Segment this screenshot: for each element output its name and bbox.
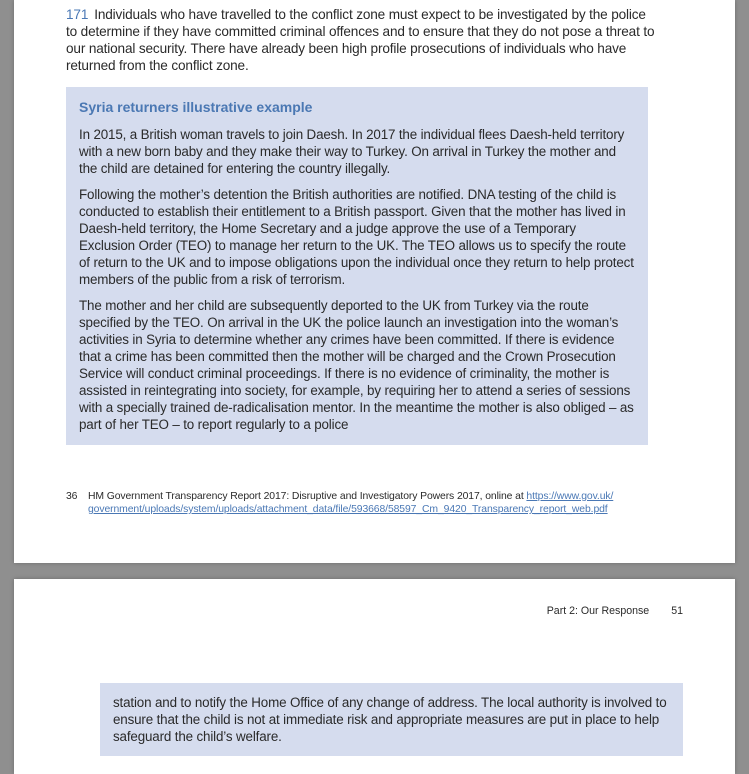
case-study-box-continued xyxy=(100,683,683,756)
footnote-number: 36 xyxy=(66,491,78,502)
footnote-text: HM Government Transparency Report 2017: Disruptive and Investigatory Powers 2017, online at xyxy=(88,491,524,502)
running-head xyxy=(547,605,683,617)
footnote-link-part2[interactable]: government/uploads/system/uploads/attachment_data/file/593668/58597_Cm_9420_Transparency_report_web.pdf xyxy=(88,504,608,515)
document-page-top xyxy=(14,0,735,563)
case-study-paragraph-2: Following the mother’s detention the British authorities are notified. DNA testing of the child is conducted to establish their entitlement to a British passport. Given that the mother has lived in Daesh-held territory, the Home Secretary and a judge approve the use of a Temporary Exclusion Order (TEO) to manage her return to the UK. The TEO allows us to specify the route of return to the UK and to impose obligations upon the individual once they return to help protect members of the public from a risk of terrorism. xyxy=(79,187,634,287)
paragraph-text: Individuals who have travelled to the conflict zone must expect to be investigated by the police to determine if they have committed criminal offences and to ensure that they do not pose a threat to our national security. There have already been high profile prosecutions of individuals who have returned from the conflict zone. xyxy=(66,7,655,73)
case-study-box xyxy=(66,87,648,445)
case-study-paragraph-3: The mother and her child are subsequently deported to the UK from Turkey via the route specified by the TEO. On arrival in the UK the police launch an investigation into the woman’s activities in Syria to determine whether any crimes have been committed. If there is evidence that a crime has been committed then the mother will be charged and the Crown Prosecution Service will conduct criminal proceedings. If there is no evidence of criminality, the mother is assisted in reintegrating into society, for example, by requiring her to attend a series of sessions with a specially trained de-radicalisation mentor. In the meantime the mother is also obliged – as part of her TEO – to report regularly to a police xyxy=(79,298,634,432)
footnote-link-part1[interactable]: https://www.gov.uk/ xyxy=(526,491,614,502)
running-head-title: Part 2: Our Response xyxy=(546,605,650,617)
paragraph-number: 171 xyxy=(66,7,89,22)
case-study-continued-text: station and to notify the Home Office of any change of address. The local authority is involved to ensure that the child is not at immediate risk and appropriate measures are put in place to help safeguard the child’s welfare. xyxy=(113,695,667,744)
case-study-title: Syria returners illustrative example xyxy=(79,99,313,115)
document-page-bottom xyxy=(14,579,735,774)
footnote xyxy=(66,490,666,516)
paragraph-171 xyxy=(66,6,656,74)
case-study-paragraph-1: In 2015, a British woman travels to join Daesh. In 2017 the individual flees Daesh-held territory with a new born baby and they make their way to Turkey. On arrival in Turkey the mother and the child are detained for entering the country illegally. xyxy=(79,127,625,176)
page-number: 51 xyxy=(671,605,683,617)
